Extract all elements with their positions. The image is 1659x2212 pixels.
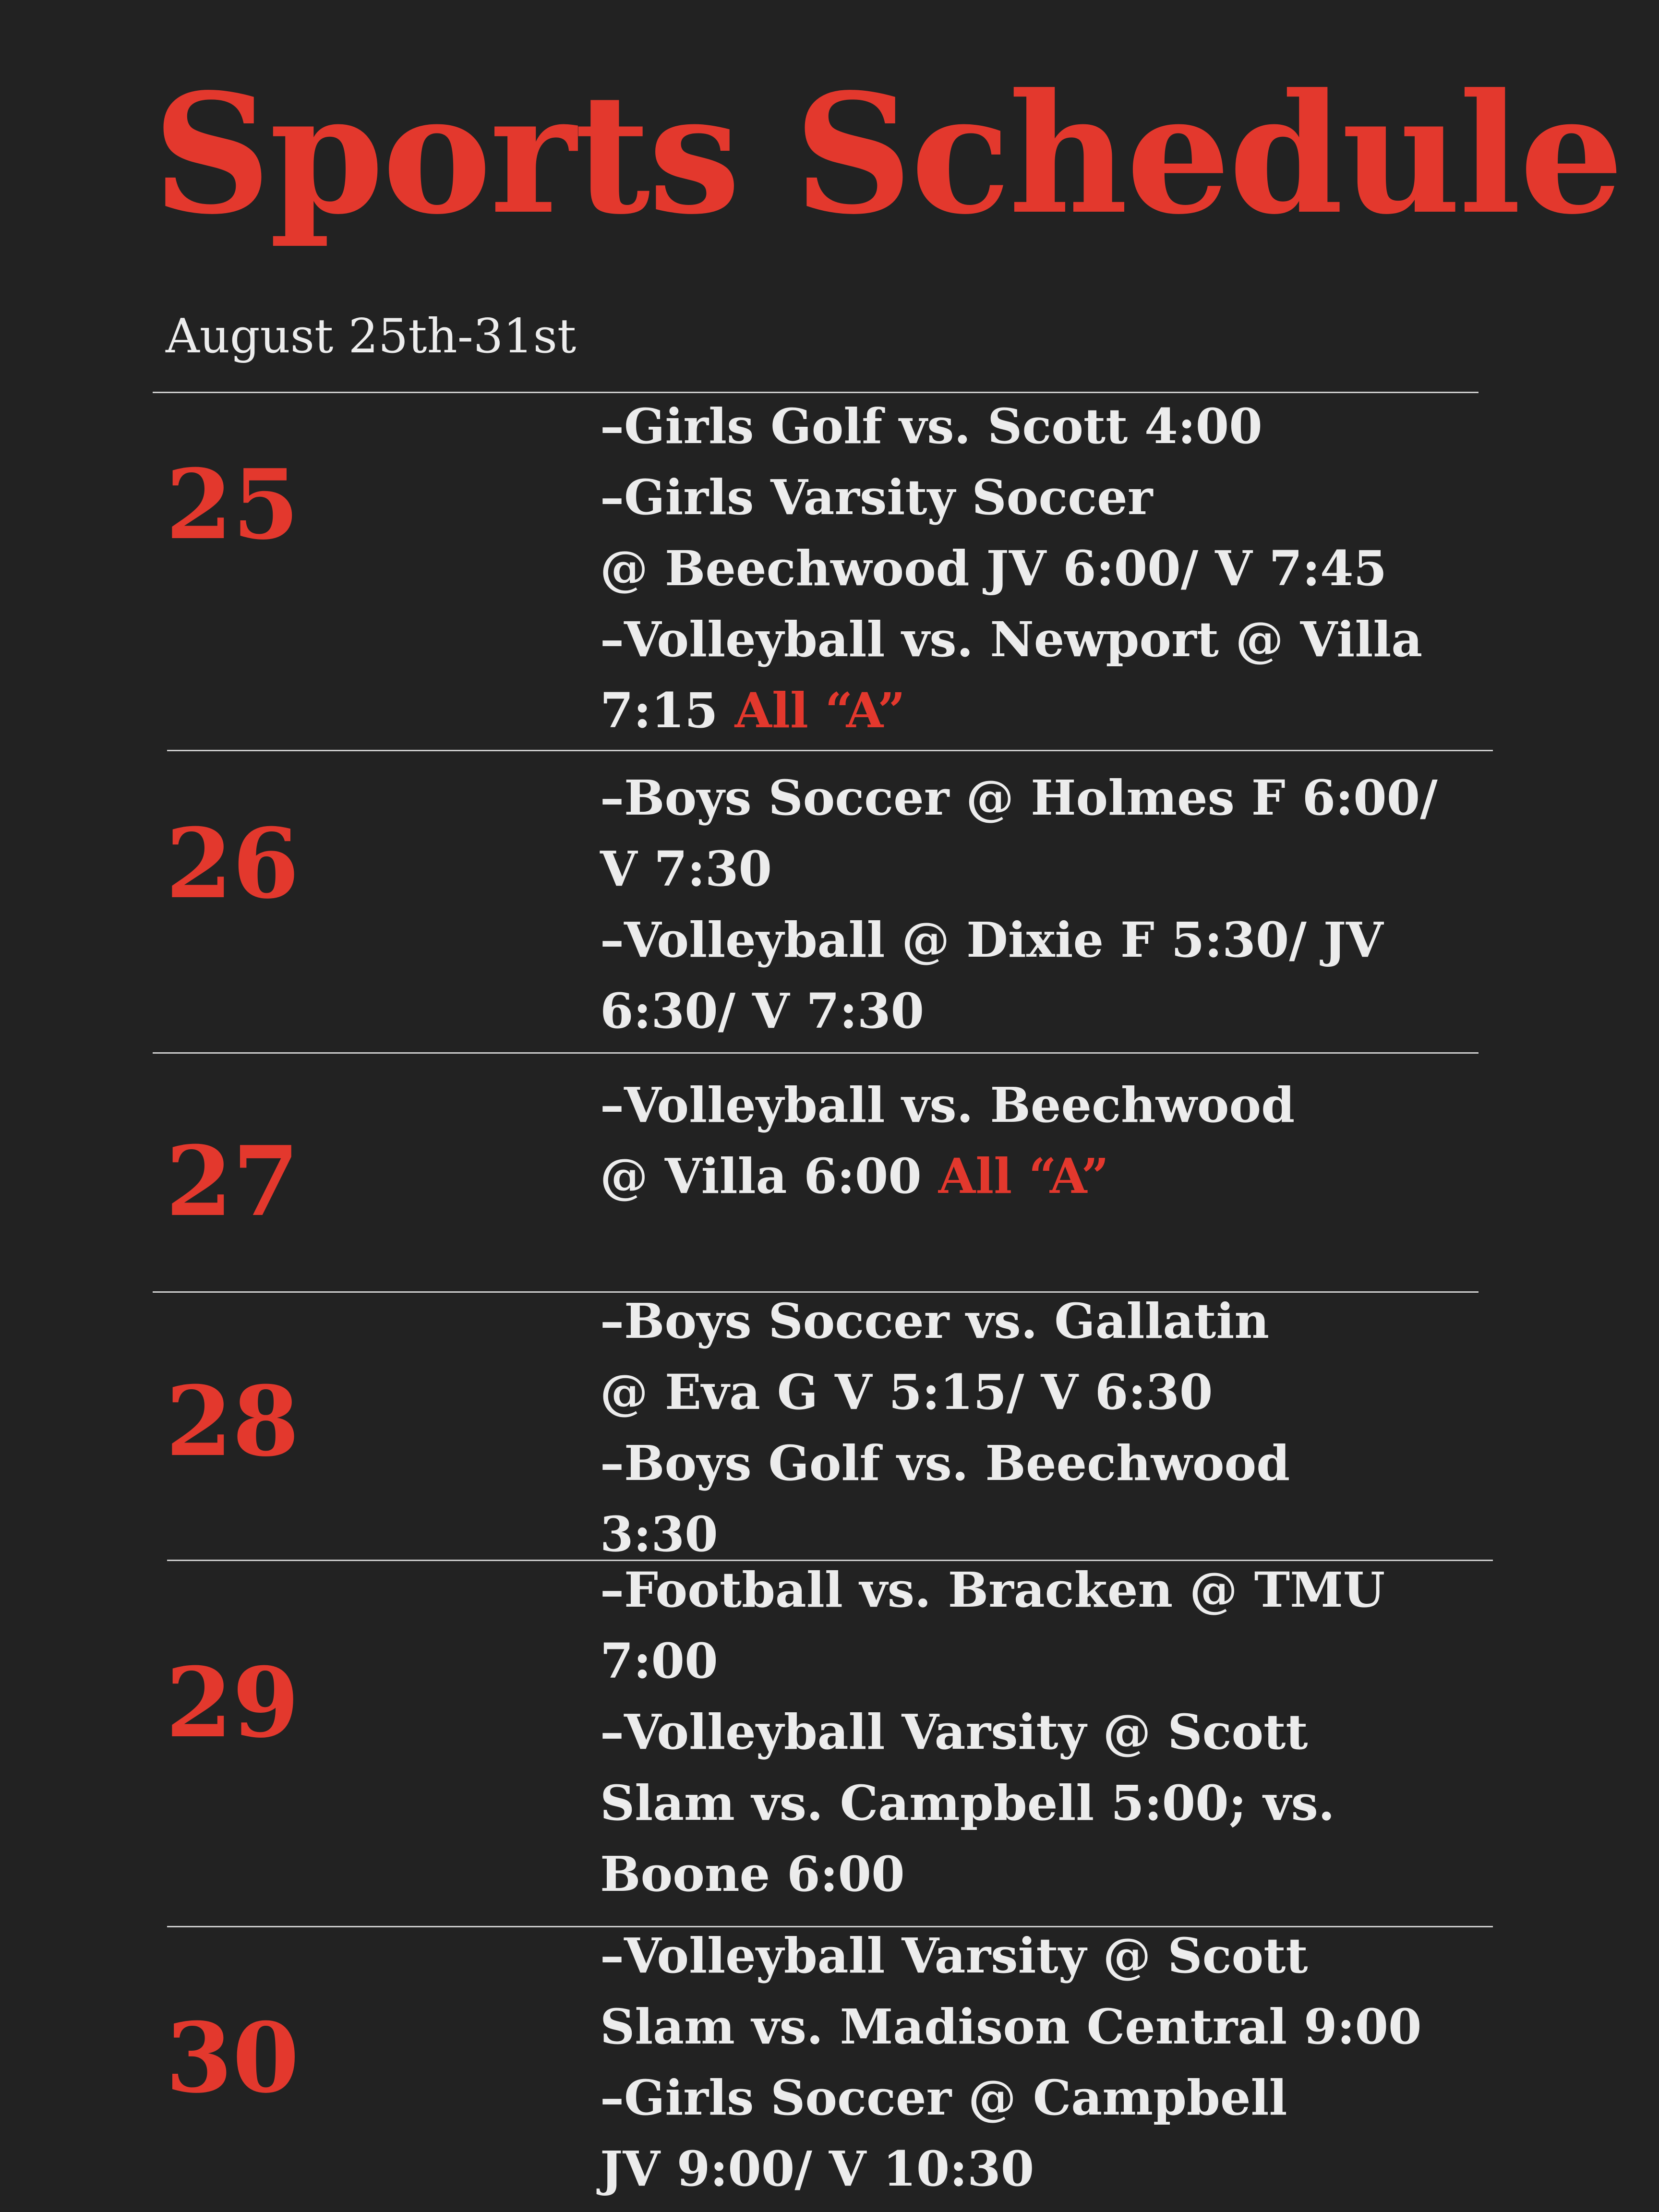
event-line: –Boys Soccer vs. Gallatin [600, 1293, 1270, 1349]
event-line: Slam vs. Campbell 5:00; vs. [600, 1775, 1335, 1831]
event-line: @ Beechwood JV 6:00/ V 7:45 [600, 540, 1387, 597]
event-line: 7:00 [600, 1633, 718, 1689]
day-number: 26 [166, 807, 300, 920]
page-title: Sports Schedule [153, 58, 1622, 251]
date-range: August 25th-31st [166, 309, 577, 364]
event-line: –Football vs. Bracken @ TMU [600, 1562, 1385, 1618]
event-line: 7:15 All “A” [600, 682, 905, 739]
event-line: –Volleyball vs. Beechwood [600, 1077, 1295, 1133]
day-events [600, 1920, 1422, 2204]
day-number: 28 [166, 1365, 300, 1478]
divider [167, 750, 1493, 751]
event-line: –Girls Golf vs. Scott 4:00 [600, 398, 1262, 455]
day-number: 29 [166, 1647, 300, 1759]
event-line: –Volleyball Varsity @ Scott [600, 1704, 1308, 1760]
day-events [600, 1286, 1290, 1570]
event-line: –Boys Soccer @ Holmes F 6:00/ [600, 769, 1438, 826]
event-line: –Boys Golf vs. Beechwood [600, 1435, 1290, 1491]
event-line: –Volleyball vs. Newport @ Villa [600, 611, 1423, 668]
all-a-tag: All “A” [734, 682, 905, 739]
event-line: 3:30 [600, 1506, 718, 1563]
event-line: JV 9:00/ V 10:30 [600, 2140, 1034, 2197]
event-line: @ Eva G V 5:15/ V 6:30 [600, 1364, 1213, 1420]
day-events [600, 391, 1422, 746]
event-line: –Volleyball @ Dixie F 5:30/ JV [600, 912, 1383, 968]
event-line: @ Villa 6:00 All “A” [600, 1148, 1109, 1204]
event-line: –Volleyball Varsity @ Scott [600, 1927, 1308, 1984]
day-events [600, 1070, 1295, 1212]
day-number: 27 [166, 1125, 300, 1238]
event-line: –Girls Varsity Soccer [600, 469, 1153, 526]
event-line: Slam vs. Madison Central 9:00 [600, 1998, 1422, 2055]
day-events [600, 1554, 1385, 1910]
event-line: Boone 6:00 [600, 1846, 905, 1902]
event-line: V 7:30 [600, 841, 772, 897]
day-number: 30 [166, 2002, 300, 2115]
all-a-tag: All “A” [938, 1148, 1109, 1204]
divider [153, 1052, 1479, 1054]
day-events [600, 762, 1438, 1046]
day-number: 25 [166, 448, 300, 561]
event-line: –Girls Soccer @ Campbell [600, 2069, 1287, 2126]
event-line: 6:30/ V 7:30 [600, 983, 925, 1039]
